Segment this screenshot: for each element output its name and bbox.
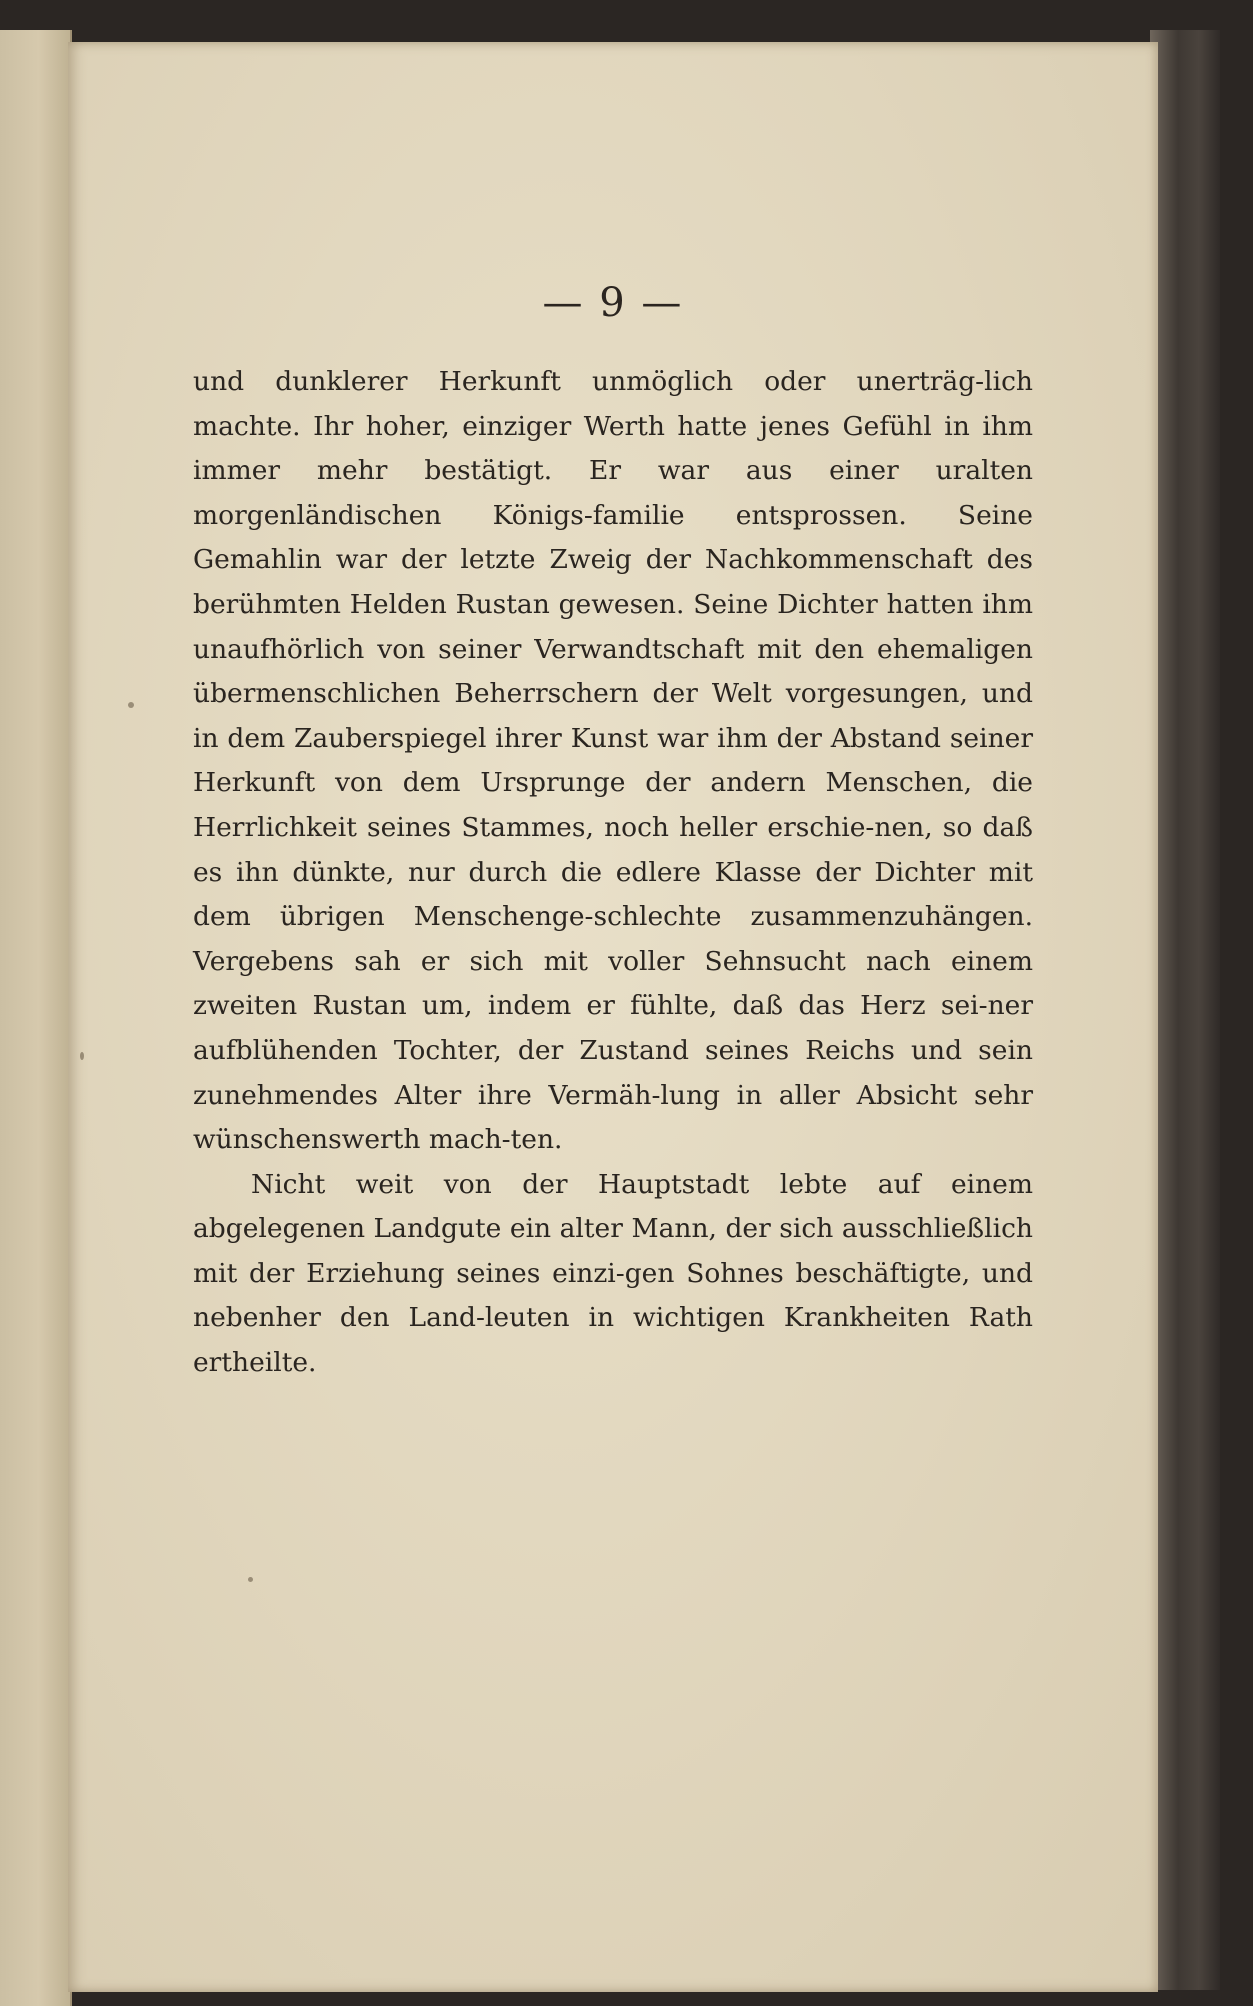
page-body-text — [193, 360, 1033, 1386]
paper-speck — [248, 1577, 253, 1582]
page-number: — 9 — — [542, 280, 684, 326]
paper-speck — [80, 1052, 84, 1060]
paragraph-2: Nicht weit von der Hauptstadt lebte auf einem abgelegenen Landgute ein alter Mann, der sich ausschließlich mit der Erziehung seines einzi-gen Sohnes beschäftigte, und nebenher den Land-leuten in wichtigen Krankheiten Rath ertheilte. — [193, 1168, 1033, 1379]
left-page-edge — [0, 30, 72, 2006]
book-page — [68, 42, 1158, 1992]
book-cover-edge — [1150, 30, 1220, 1990]
paragraph-1: und dunklerer Herkunft unmöglich oder unerträg-lich machte. Ihr hoher, einziger Werth hatte jenes Gefühl in ihm immer mehr bestätigt. Er war aus einer uralten morgenländischen Königs-familie entsprossen. Seine Gemahlin war der letzte Zweig der Nachkommenschaft des berühmten Helden Rustan gewesen. Seine Dichter hatten ihm unaufhörlich von seiner Verwandtschaft mit den ehemaligen übermenschlichen Beherrschern der Welt vorgesungen, und in dem Zauberspiegel ihrer Kunst war ihm der Abstand seiner Herkunft von dem Ursprunge der andern Menschen, die Herrlichkeit seines Stammes, noch heller erschie-nen, so daß es ihn dünkte, nur durch die edlere Klasse der Dichter mit dem übrigen Menschenge-schlechte zusammenzuhängen. Vergebens sah er sich mit voller Sehnsucht nach einem zweiten Rustan um, indem er fühlte, daß das Herz sei-ner aufblühenden Tochter, der Zustand seines Reichs und sein zunehmendes Alter ihre Vermäh-lung in aller Absicht sehr wünschenswerth mach-ten. — [193, 366, 1033, 1156]
paper-speck — [128, 702, 134, 708]
